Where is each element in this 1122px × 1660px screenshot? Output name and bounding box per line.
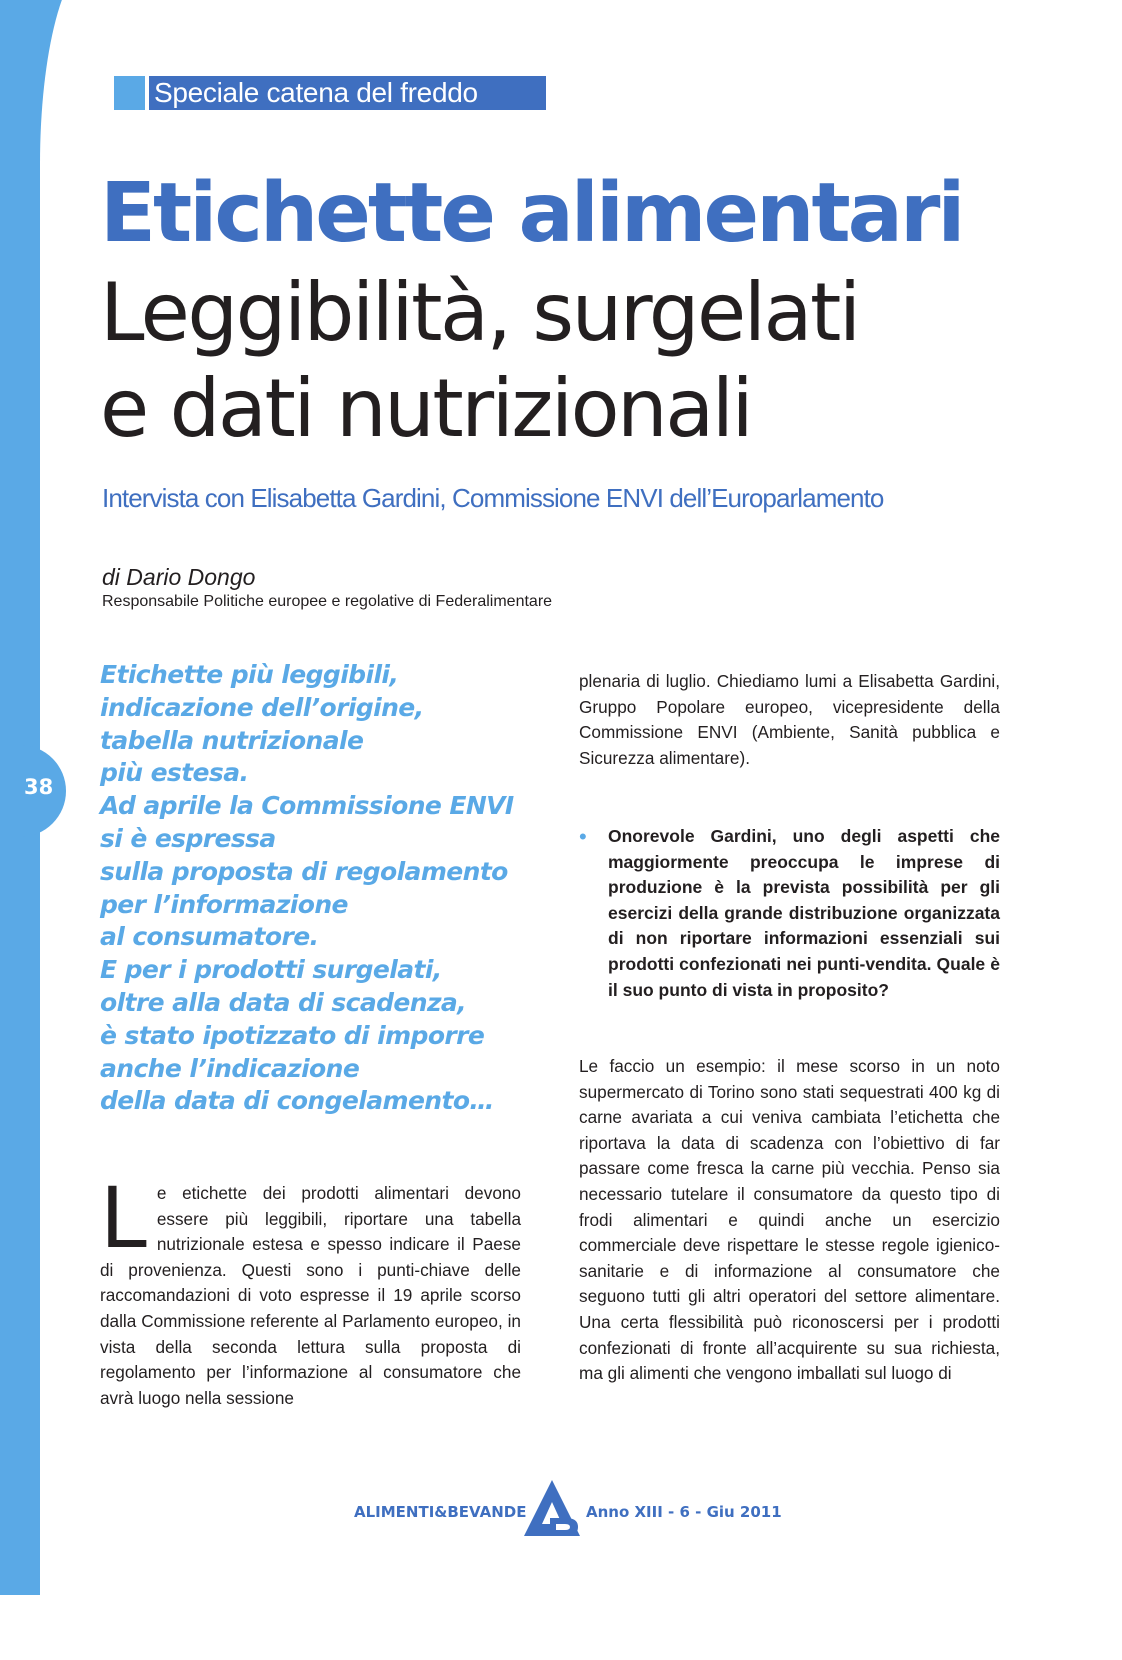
subtitle-line: Leggibilità, surgelati <box>100 266 859 359</box>
abstract-line: E per i prodotti surgelati, <box>100 955 442 985</box>
abstract-line: è stato ipotizzato di imporre <box>100 1020 485 1050</box>
subtitle-line: e dati nutrizionali <box>100 362 752 455</box>
abstract-line: sulla proposta di regolamento <box>100 856 508 886</box>
interview-line: Intervista con Elisabetta Gardini, Commissione ENVI dell’Europarlamento <box>102 483 884 513</box>
abstract-line: oltre alla data di scadenza, <box>100 987 467 1017</box>
article-subtitle <box>100 265 859 457</box>
interview-question <box>579 824 1000 1003</box>
abstract-line: indicazione dell’origine, <box>100 692 424 722</box>
footer-magazine-name: ALIMENTI&BEVANDE <box>354 1503 527 1521</box>
section-tag-label: Speciale catena del freddo <box>154 77 478 108</box>
abstract-line: più estesa. <box>100 758 249 788</box>
interview-answer: Le faccio un esempio: il mese scorso in un noto supermercato di Torino sono stati sequestrati 400 kg di carne avariata a cui veniva cambiata l’etichetta che riportava la data di scadenza con l’obiettivo di far passare come fresca la carne più vecchia. Penso sia necessario tutelare il consumatore da questo tipo di frodi alimentari e quindi anche un esercizio commerciale deve rispettare le stesse regole igienico-sanitarie e di informazione al consumatore che seguono tutti gli altri operatori del settore alimentare. Una certa flessibilità può riconoscersi per i prodotti confezionati di fronte all’acquirente su sua richiesta, ma gli alimenti che vengono imballati sul luogo di <box>579 1056 1000 1384</box>
footer-issue: Anno XIII - 6 - Giu 2011 <box>586 1503 782 1521</box>
abstract-line: anche l’indicazione <box>100 1053 360 1083</box>
article-title: Etichette alimentari <box>100 166 963 261</box>
body-paragraph-continuation: plenaria di luglio. Chiediamo lumi a Elisabetta Gardini, Gruppo Popolare europeo, vicepresidente della Commissione ENVI (Ambiente, Sanità pubblica e Sicurezza alimentare). <box>579 671 1000 768</box>
question-text: Onorevole Gardini, uno degli aspetti che maggiormente preoccupa le imprese di produzione è la prevista possibilità per gli esercizi della grande distribuzione organizzata di non riportare informazioni essenziali sui prodotti confezionati nei punti-vendita. Quale è il suo punto di vista in proposito? <box>608 826 1000 1000</box>
abstract-line: al consumatore. <box>100 922 319 952</box>
page-number: 38 <box>24 775 54 799</box>
abstract-line: Etichette più leggibili, <box>100 660 399 689</box>
abstract-line: della data di congelamento… <box>100 1086 494 1116</box>
ab-triangle-logo-icon <box>520 1478 584 1538</box>
abstract-line: per l’informazione <box>100 889 348 919</box>
abstract-line: tabella nutrizionale <box>100 725 364 755</box>
author-name: di Dario Dongo <box>102 564 256 590</box>
abstract <box>100 659 560 1118</box>
body-paragraph-intro: e etichette dei prodotti alimentari devono essere più leggibili, riportare una tabella nutrizionale estesa e spesso indicare il Paese di provenienza. Questi sono i punti-chiave delle raccomandazioni di voto espresse il 19 aprile scorso dalla Commissione referente al Parlamento europeo, in vista della seconda lettura sulla proposta di regolamento per l’informazione al consumatore che avrà luogo nella sessione <box>100 1183 521 1408</box>
abstract-line: si è espressa <box>100 823 276 853</box>
section-tag-square <box>114 76 145 110</box>
body-column-left <box>100 1169 521 1411</box>
section-tag <box>114 76 546 110</box>
author-role: Responsabile Politiche europee e regolative di Federalimentare <box>102 593 553 610</box>
abstract-line: Ad aprile la Commissione ENVI <box>100 791 514 821</box>
drop-cap: L <box>100 1169 147 1267</box>
bullet-icon: • <box>579 824 587 849</box>
